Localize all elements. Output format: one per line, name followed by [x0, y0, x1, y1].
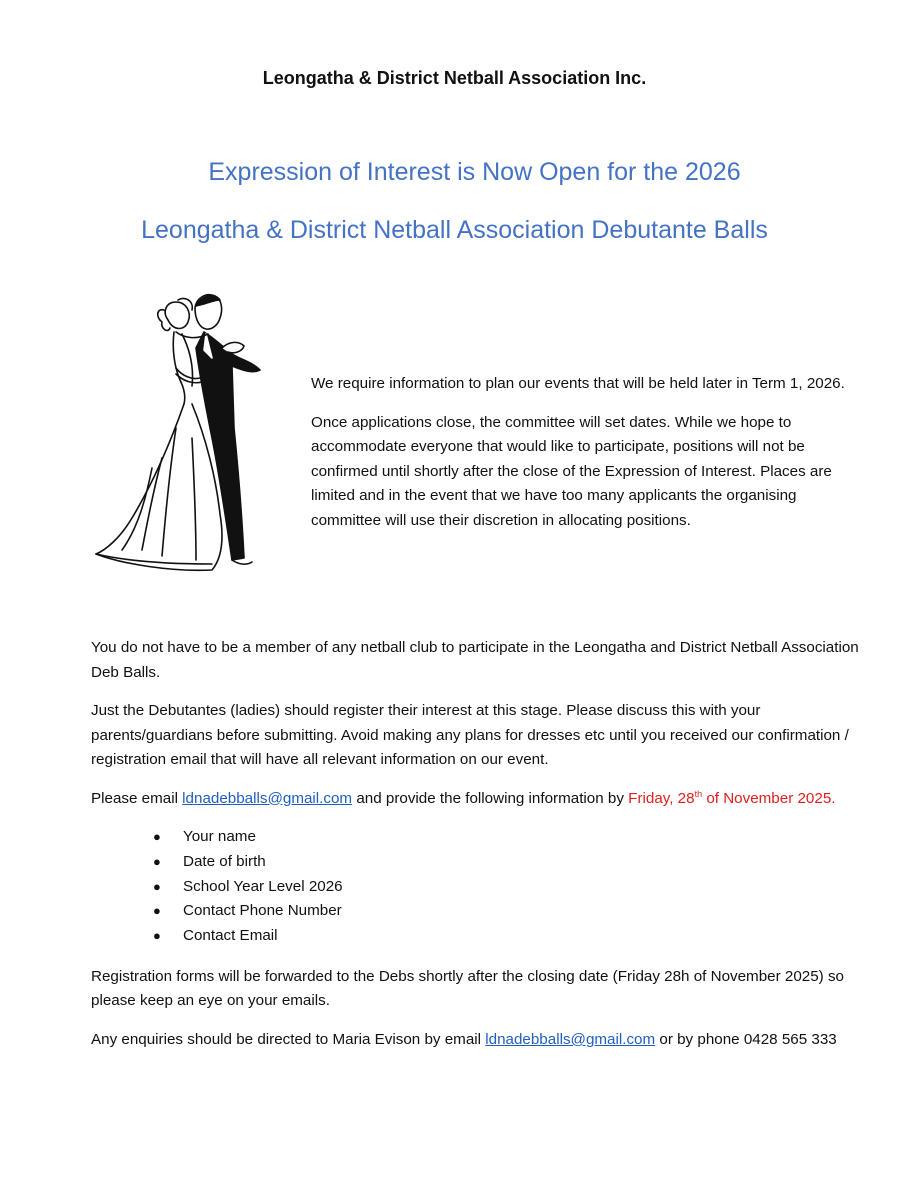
deadline-ordinal: th [694, 788, 703, 799]
email-suffix: and provide the following information by [352, 789, 629, 807]
debutantes-paragraph: Just the Debutantes (ladies) should register their interest at this stage. Please discuss this with your parents/guardians before submitting. Avoid making any plans for dresses etc until you received our confirmation / registration email that will have all relevant information on our event. [91, 702, 849, 768]
email-prefix: Please email [91, 789, 183, 807]
enquiry-email-link[interactable]: ldnadebballs@gmail.com [485, 1030, 656, 1048]
bullet-icon: ● [153, 928, 161, 944]
intro-paragraph-2: Once applications close, the committee will set dates. While we hope to accommodate everyone that would like to participate, positions will not be confirmed until shortly after the close of the Expression of Interest. Places are limited and in the event that we have too many applicants the organising committee will use their discretion in allocating positions. [311, 413, 832, 529]
main-body [91, 636, 861, 1066]
bullet-icon: ● [153, 903, 161, 919]
membership-paragraph: You do not have to be a member of any netball club to participate in the Leongatha and District Netball Association Deb Balls. [91, 639, 859, 681]
email-instructions-paragraph [91, 787, 861, 812]
headline-line-1: Expression of Interest is Now Open for the 2026 [208, 158, 741, 186]
list-item [153, 924, 861, 949]
list-item [153, 850, 861, 875]
list-item-text: Contact Email [183, 927, 278, 945]
deadline-day: Friday, 28 [628, 789, 695, 807]
required-info-list [91, 825, 861, 949]
list-item-text: School Year Level 2026 [183, 877, 343, 895]
headline-line-2: Leongatha & District Netball Association Debutante Balls [141, 216, 768, 244]
registration-paragraph: Registration forms will be forwarded to the Debs shortly after the closing date (Friday 28h of November 2025) so please keep an eye on your emails. [91, 967, 844, 1010]
bullet-icon: ● [153, 853, 161, 869]
enquiry-prefix: Any enquiries should be directed to Maria Evison by email [91, 1030, 486, 1048]
enquiry-paragraph [91, 1028, 861, 1053]
intro-paragraph-1: We require information to plan our events that will be held later in Term 1, 2026. [311, 375, 845, 392]
list-item-text: Date of birth [183, 852, 266, 870]
list-item [153, 825, 861, 850]
list-item-text: Contact Phone Number [183, 902, 342, 920]
deadline-date [628, 790, 835, 807]
enquiry-suffix: or by phone 0428 565 333 [655, 1030, 837, 1048]
organization-title: Leongatha & District Netball Association Inc. [262, 68, 647, 88]
dancing-couple-icon [92, 288, 277, 580]
bullet-icon: ● [153, 878, 161, 894]
list-item [153, 899, 861, 924]
intro-section [311, 372, 866, 547]
bullet-icon: ● [153, 829, 161, 844]
email-link[interactable]: ldnadebballs@gmail.com [182, 789, 353, 807]
deadline-rest: of November 2025. [702, 789, 836, 807]
list-item-text: Your name [183, 828, 256, 845]
list-item [153, 875, 861, 900]
